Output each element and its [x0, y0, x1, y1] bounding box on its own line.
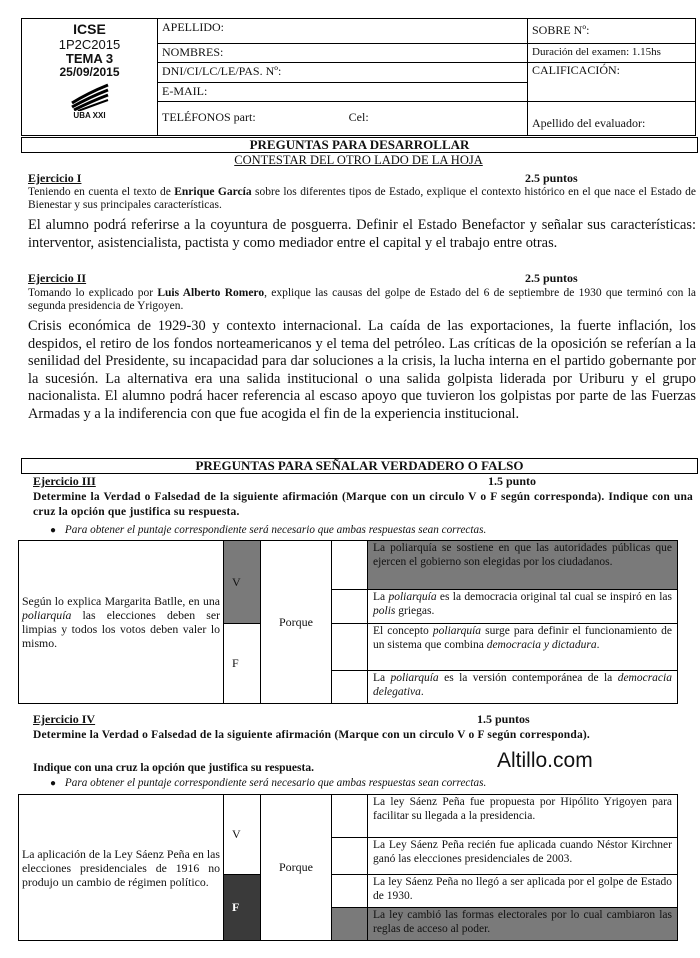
bullet-icon: ● — [50, 778, 57, 789]
exam-date: 25/09/2015 — [59, 65, 120, 79]
ex3-check-3[interactable] — [332, 671, 368, 704]
ex2-prompt — [28, 287, 696, 313]
ex3-v-option[interactable]: V — [224, 541, 261, 624]
ex1-answer: El alumno podrá referirse a la coyuntura de posguerra. Definir el Estado Benefactor y señalar sus características: interventor, asistencialista, pactista y como mediador entre el capital y el trabajo entre otras. — [28, 217, 696, 251]
ex3-note: Para obtener el puntaje correspondiente será necesario que ambas respuestas sean correctas. — [64, 524, 487, 536]
ex3-statement-em: poliarquía — [22, 608, 72, 622]
ex4-note-row — [50, 777, 695, 789]
ex3-f-option[interactable]: F — [224, 624, 261, 704]
ex4-points: 1.5 puntos — [477, 712, 530, 726]
section-1-bar — [21, 137, 698, 153]
uba-logo-label: UBA XXI — [73, 111, 106, 120]
ex1-author: Enrique García — [174, 186, 252, 198]
exam-tema: TEMA 3 — [65, 51, 114, 66]
ex1-prompt — [28, 186, 696, 212]
ex3-check-0[interactable] — [332, 541, 368, 590]
section-1-title: PREGUNTAS PARA DESARROLLAR — [249, 137, 470, 152]
exam-code: 1P2C2015 — [58, 37, 121, 52]
institution-name: ICSE — [73, 21, 106, 37]
section-2-title: PREGUNTAS PARA SEÑALAR VERDADERO O FALSO — [195, 458, 524, 473]
ex2-title: Ejercicio II — [28, 271, 87, 285]
ex2-points: 2.5 puntos — [525, 271, 578, 285]
ex4-check-1[interactable] — [332, 838, 368, 875]
ex2-prompt-b: , explique las causas del golpe de Estado del 6 de septiembre de 1930 que terminó con la segunda presidencia de Yrigoyen. — [28, 287, 697, 312]
ex1-prompt-b: sobre los diferentes tipos de Estado, explique el contexto histórico en el que nace el Estado de Bienestar y sus principales características. — [28, 186, 697, 211]
email-field[interactable]: E-MAIL: — [158, 82, 528, 102]
ex4-f-option[interactable]: F — [224, 875, 261, 941]
ex2-author: Luis Alberto Romero — [157, 287, 265, 299]
ex3-table — [18, 540, 678, 704]
uba-logo-icon — [68, 81, 112, 111]
exam-header — [21, 18, 696, 136]
ex4-option-2: La ley Sáenz Peña no llegó a ser aplicada por el golpe de Estado de 1930. — [368, 875, 678, 908]
ex1-prompt-a: Teniendo en cuenta el texto de — [28, 186, 175, 198]
telefonos-row — [158, 102, 528, 136]
ex4-option-1: La Ley Sáenz Peña recién fue aplicada cuando Néstor Kirchner ganó las elecciones presidenciales de 2003. — [368, 838, 678, 875]
dni-field[interactable]: DNI/CI/LC/LE/PAS. Nº: — [158, 63, 528, 83]
duracion-label: Duración del examen: 1.15hs — [528, 43, 696, 63]
ex3-statement-cell — [19, 541, 224, 704]
sobre-field[interactable]: SOBRE Nº: — [528, 19, 696, 44]
apellido-field[interactable]: APELLIDO: — [158, 19, 528, 44]
watermark: Altillo.com — [497, 749, 593, 772]
ex3-title: Ejercicio III — [33, 474, 96, 488]
ex3-statement — [22, 594, 220, 650]
ex4-porque: Porque — [261, 795, 332, 941]
ex4-table — [18, 794, 678, 941]
ex4-v-option[interactable]: V — [224, 795, 261, 875]
evaluador-field[interactable]: Apellido del evaluador: — [528, 102, 696, 136]
ex3-option-1: La poliarquía es la democracia original tal cual se inspiró en las polis griegas. — [368, 590, 678, 624]
ex4-note: Para obtener el puntaje correspondiente será necesario que ambas respuestas sean correctas. — [64, 777, 487, 789]
calificacion-field[interactable]: CALIFICACIÓN: — [528, 63, 696, 102]
telefonos-field[interactable]: TELÉFONOS part: — [162, 110, 256, 125]
ex3-option-2: El concepto poliarquía surge para definir el funcionamiento de un sistema que combina democracia y dictadura. — [368, 624, 678, 671]
ex3-porque: Porque — [261, 541, 332, 704]
ex4-check-0[interactable] — [332, 795, 368, 838]
ex4-option-3: La ley cambió las formas electorales por lo cual cambiaron las reglas de acceso al poder. — [368, 908, 678, 941]
ex1-title: Ejercicio I — [28, 171, 82, 185]
ex3-instruction: Determine la Verdad o Falsedad de la siguiente afirmación (Marque con un circulo V o F según corresponda). Indique con una cruz la opción que justifica su respuesta. — [33, 491, 693, 518]
ex4-instruction-a: Determine la Verdad o Falsedad de la siguiente afirmación (Marque con un circulo V o F según corresponda). — [33, 729, 591, 741]
ex4-statement: La aplicación de la Ley Sáenz Peña en las elecciones presidenciales de 1916 no produjo un cambio de régimen político. — [22, 846, 220, 889]
ex2-prompt-a: Tomando lo explicado por — [28, 287, 158, 299]
ex4-option-0: La ley Sáenz Peña fue propuesta por Hipólito Yrigoyen para facilitar su llegada a la presidencia. — [368, 795, 678, 838]
ex4-check-3[interactable] — [332, 908, 368, 941]
ex4-statement-cell — [19, 795, 224, 941]
ex3-option-0: La poliarquía se sostiene en que las autoridades públicas que ejercen el gobierno son elegidas por los ciudadanos. — [368, 541, 678, 590]
ex4-check-2[interactable] — [332, 875, 368, 908]
ex2-answer: Crisis económica de 1929-30 y contexto internacional. La caída de las exportaciones, la fuerte inflación, los despidos, el retiro de los fondos norteamericanos y el tema del petróleo. Las críticas de la oposición se referían a la senilidad del Presidente, su incapacidad para dar soluciones a la crisis, la lucha interna en el partido gobernante por la sucesión. La alternativa era una salida institucional o una salida golpista liderada por Uriburu y el grupo nacionalista. El alumno podrá hacer referencia al escaso apoyo que tuvieron los golpistas por parte de las Fuerzas Armadas y a la indiferencia con que fue acogida el fin de la experiencia institucional. — [28, 318, 696, 422]
institution-block — [22, 19, 158, 136]
ex3-statement-a: Según lo explica Margarita Batlle, en una — [22, 594, 220, 608]
ex1-points: 2.5 puntos — [525, 171, 578, 185]
ex3-note-row — [50, 524, 695, 536]
ex3-option-3: La poliarquía es la versión contemporánea de la democracia delegativa. — [368, 671, 678, 704]
nombres-field[interactable]: NOMBRES: — [158, 43, 528, 63]
ex3-check-2[interactable] — [332, 624, 368, 671]
ex4-title: Ejercicio IV — [33, 712, 96, 726]
section-2-bar — [21, 458, 698, 474]
cel-field[interactable]: Cel: — [348, 110, 369, 125]
ex3-check-1[interactable] — [332, 590, 368, 624]
bullet-icon: ● — [50, 525, 57, 536]
ex4-instruction-b: Indique con una cruz la opción que justifica su respuesta. — [33, 762, 314, 774]
ex3-points: 1.5 punto — [488, 474, 537, 488]
section-1-subtitle: CONTESTAR DEL OTRO LADO DE LA HOJA — [234, 153, 483, 167]
ex3-statement-b: las elecciones deben ser limpias y todos los votos deben valer lo mismo. — [22, 608, 220, 650]
